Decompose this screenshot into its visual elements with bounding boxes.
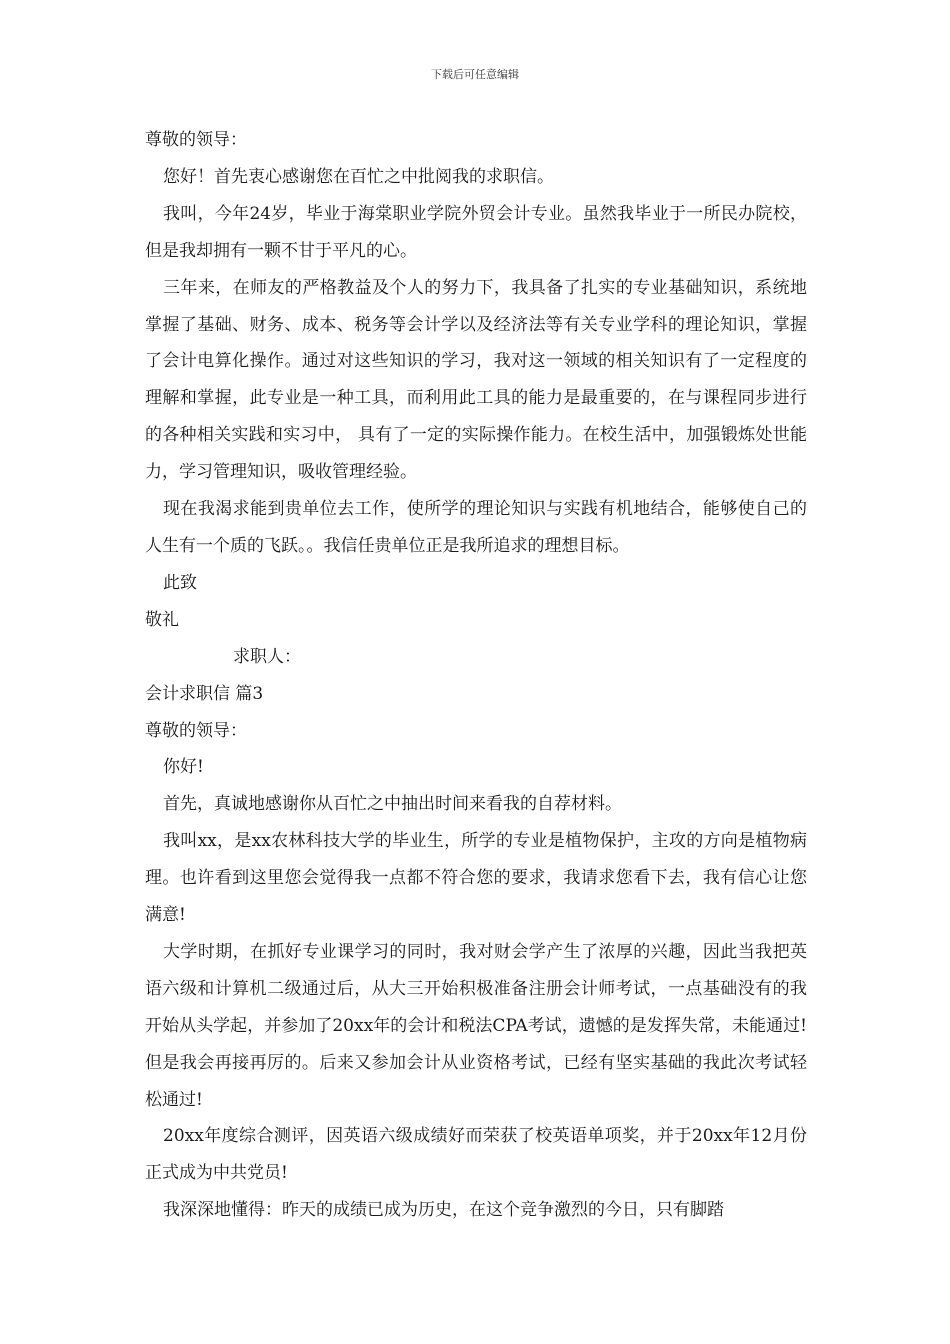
letter1-closing-2: 敬礼: [145, 609, 179, 630]
letter1-signature: 求职人：: [233, 646, 301, 667]
letter2-paragraph-4: 大学时期，在抓好专业课学习的同时，我对财会学产生了浓厚的兴趣，因此当我把英语六级和计算机二级通过后，从大三开始积极准备注册会计师考试，一点基础没有的我开始从头学起，并参加了20xx年的会计和税法CPA考试，遗憾的是发挥失常，未能通过!但是我会再接再厉的。后来又参加会计从业资格考试，已经有坚实基础的我此次考试轻松通过!: [145, 941, 807, 1110]
document-body: [145, 122, 807, 1229]
letter1-paragraph-1: 您好！首先衷心感谢您在百忙之中批阅我的求职信。: [163, 166, 554, 187]
letter1-paragraph-4: 现在我渴求能到贵单位去工作，使所学的理论知识与实践有机地结合，能够使自己的人生有一个质的飞跃。。我信任贵单位正是我所追求的理想目标。: [145, 499, 807, 556]
letter1-closing-1: 此致: [163, 572, 197, 593]
section-title: 会计求职信 篇3: [145, 683, 264, 704]
letter2-paragraph-1: 你好!: [163, 757, 204, 778]
letter1-paragraph-3: 三年来，在师友的严格教益及个人的努力下，我具备了扎实的专业基础知识，系统地掌握了基础、财务、成本、税务等会计学以及经济法等有关专业学科的理论知识，掌握了会计电算化操作。通过对这些知识的学习，我对这一领域的相关知识有了一定程度的理解和掌握，此专业是一种工具，而利用此工具的能力是最重要的，在与课程同步进行的各种相关实践和实习中， 具有了一定的实际操作能力。在校生活中，加强锻炼处世能力，学习管理知识，吸收管理经验。: [145, 277, 807, 483]
letter2-paragraph-5: 20xx年度综合测评，因英语六级成绩好而荣获了校英语单项奖，并于20xx年12月份正式成为中共党员!: [145, 1126, 807, 1184]
letter2-salutation: 尊敬的领导：: [145, 720, 247, 741]
header-note: 下载后可任意编辑: [431, 68, 519, 81]
letter1-paragraph-2: 我叫，今年24岁，毕业于海棠职业学院外贸会计专业。虽然我毕业于一所民办院校，但是我却拥有一颗不甘于平凡的心。: [145, 203, 807, 261]
letter2-paragraph-2: 首先，真诚地感谢你从百忙之中抽出时间来看我的自荐材料。: [163, 794, 622, 815]
letter2-paragraph-6: 我深深地懂得：昨天的成绩已成为历史，在这个竞争激烈的今日，只有脚踏: [163, 1200, 724, 1221]
letter2-paragraph-3: 我叫xx，是xx农林科技大学的毕业生，所学的专业是植物保护，主攻的方向是植物病理。也许看到这里您会觉得我一点都不符合您的要求，我请求您看下去，我有信心让您满意!: [145, 831, 807, 926]
letter1-salutation: 尊敬的领导：: [145, 130, 247, 150]
